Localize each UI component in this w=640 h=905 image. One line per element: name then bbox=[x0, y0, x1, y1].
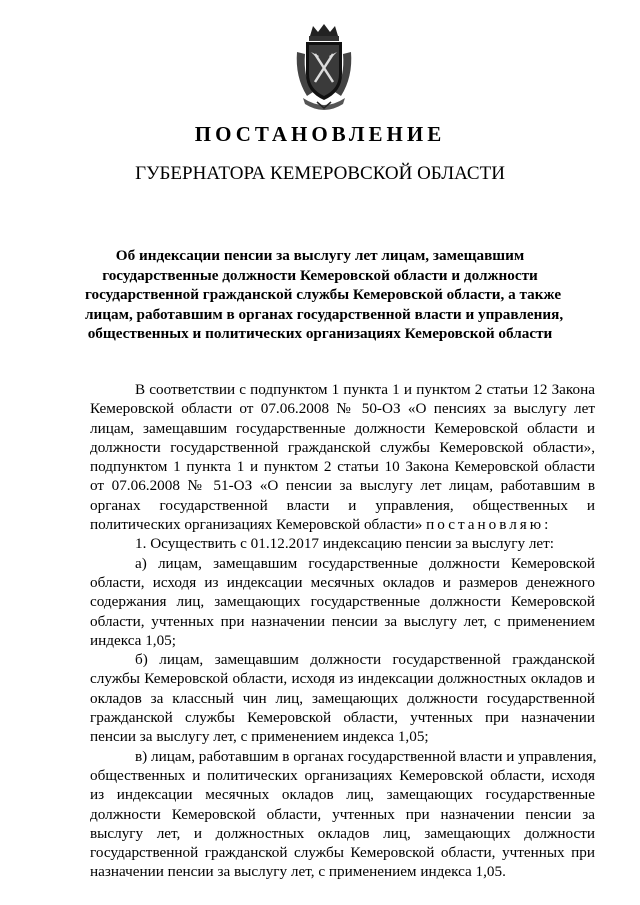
text-line: области, учтенных при назначении пенсии за выслугу лет, с применением bbox=[90, 612, 595, 630]
kemerovo-coat-of-arms-icon bbox=[293, 22, 355, 110]
text-line: назначении пенсии за выслугу лет, с применением индекса 1,05. bbox=[90, 863, 506, 881]
text-line: Кемеровской области от 07.06.2008 № 50-ОЗ «О пенсиях за выслугу лет bbox=[90, 400, 595, 418]
text-line: выслугу лет, и должностных окладов лиц, замещающих должности bbox=[90, 824, 595, 842]
text-line: а) лицам, замещавшим государственные должности Кемеровской bbox=[135, 554, 595, 572]
document-type-heading: ПОСТАНОВЛЕНИЕ bbox=[194, 122, 446, 146]
text-line: от 07.06.2008 № 51-ОЗ «О пенсии за выслугу лет лицам, работавшим в bbox=[90, 477, 595, 495]
text-line: в) лицам, работавшим в органах государственной власти и управления, bbox=[135, 747, 597, 765]
text-line: из индексации месячных окладов лиц, замещающих государственные bbox=[90, 786, 595, 804]
title-line: Об индексации пенсии за выслугу лет лицам, замещавшим bbox=[115, 247, 525, 264]
title-line: лицам, работавшим в органах государственной власти и управления, bbox=[85, 305, 564, 323]
clause-1a bbox=[90, 554, 595, 650]
title-line: государственной гражданской службы Кемеровской области, а также bbox=[85, 286, 562, 303]
text-line: должности государственной гражданской службы Кемеровской области», bbox=[90, 438, 595, 456]
text-line: В соответствии с подпунктом 1 пункта 1 и пунктом 2 статьи 12 Закона bbox=[135, 381, 595, 398]
clause-1 bbox=[90, 534, 595, 553]
text-line: содержания лиц, замещающих государственные должности Кемеровской bbox=[90, 593, 595, 611]
clause-1b bbox=[90, 650, 595, 746]
issuer-heading: ГУБЕРНАТОРА КЕМЕРОВСКОЙ ОБЛАСТИ bbox=[135, 163, 505, 184]
document-title bbox=[85, 246, 564, 344]
text-line: подпунктом 1 пункта 1 и пунктом 2 статьи 10 Закона Кемеровской области bbox=[90, 458, 595, 476]
title-line: общественных и политических организациях Кемеровской области bbox=[87, 325, 553, 342]
text-line: государственной гражданской службы Кемеровской области, учтенных при bbox=[90, 844, 595, 862]
text-line: службы Кемеровской области, исходя из индексации должностных окладов и bbox=[90, 670, 595, 688]
text-line bbox=[90, 515, 595, 534]
preamble-paragraph bbox=[90, 380, 595, 534]
text-line: индекса 1,05; bbox=[90, 631, 176, 649]
text-line: гражданской службы Кемеровской области, учтенных при назначении bbox=[90, 709, 595, 727]
text-line: органах государственной власти и управления, общественных и bbox=[90, 496, 595, 514]
text-line: области, исходя из индексации месячных окладов и размеров денежного bbox=[90, 573, 595, 591]
title-line: государственные должности Кемеровской области и должности bbox=[102, 266, 538, 284]
text-line: лицам, замещавшим государственные должности Кемеровской области и bbox=[90, 419, 595, 437]
text-line: общественных и политических организациях Кемеровской области, исходя bbox=[90, 766, 595, 784]
document-body bbox=[90, 380, 595, 882]
text-line: б) лицам, замещавшим должности государственной гражданской bbox=[135, 651, 595, 669]
text-line: окладов за классный чин лиц, замещающих должности государственной bbox=[90, 689, 595, 707]
decree-word: постановляю: bbox=[426, 516, 552, 534]
clause-1c bbox=[90, 747, 595, 882]
text-line: 1. Осуществить с 01.12.2017 индексацию пенсии за выслугу лет: bbox=[135, 535, 555, 553]
text-fragment: политических организациях Кемеровской области» bbox=[90, 516, 423, 534]
text-line: должности Кемеровской области, учтенных при назначении пенсии за bbox=[90, 805, 595, 823]
text-line: пенсии за выслугу лет, с применением индекса 1,05; bbox=[90, 728, 429, 746]
